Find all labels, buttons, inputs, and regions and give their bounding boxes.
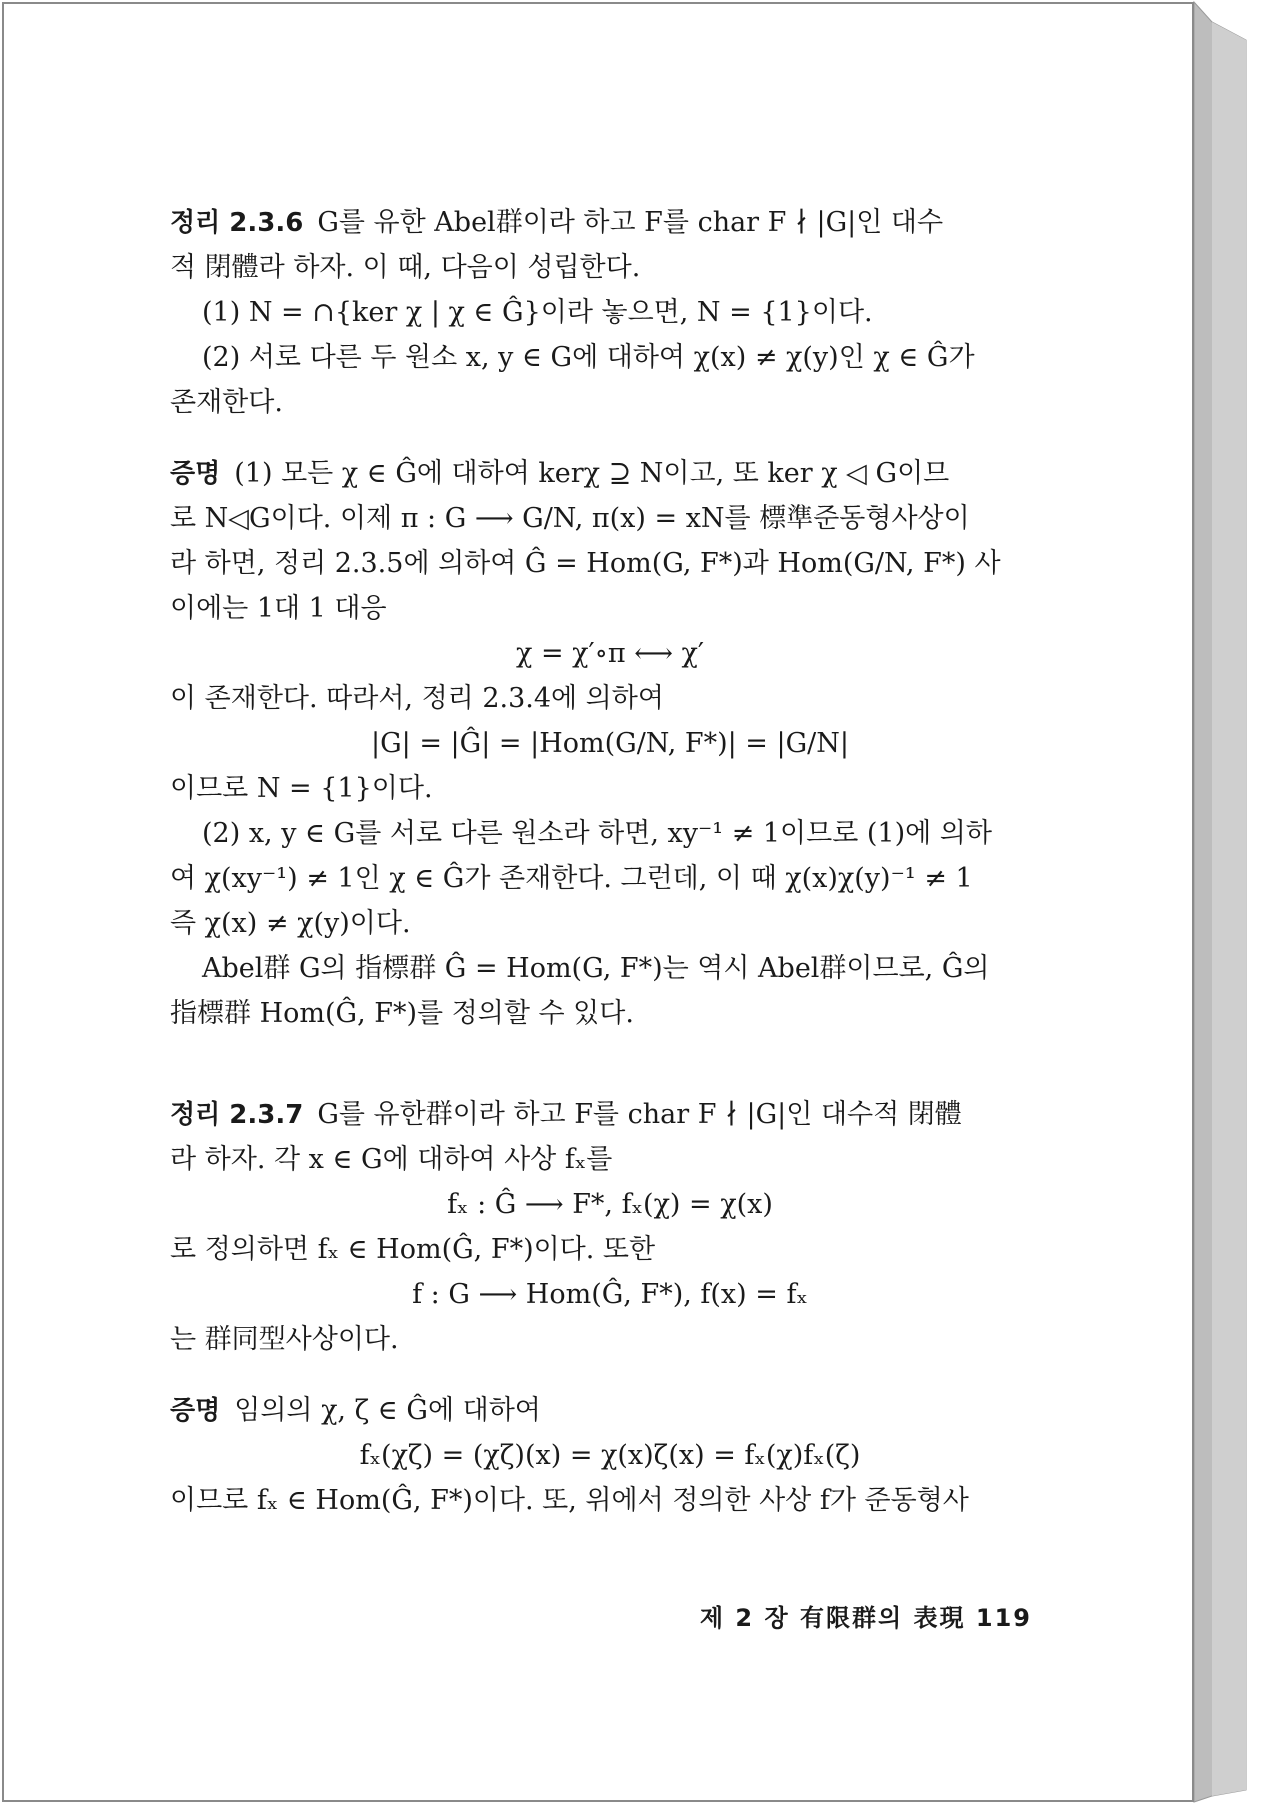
proof-text-line: 라 하면, 정리 2.3.5에 의하여 Ĝ = Hom(G, F*)과 Hom(G/N, F*) 사 [170, 548, 1001, 579]
theorem-text-line: 라 하자. 각 x ∈ G에 대하여 사상 fₓ를 [170, 1144, 613, 1175]
proof-2-3-6 [170, 451, 1050, 1036]
proof-text-line: 이므로 fₓ ∈ Hom(Ĝ, F*)이다. 또, 위에서 정의한 사상 f가 준동형사 [170, 1485, 969, 1516]
proof-text-line: 여 χ(xy⁻¹) ≠ 1인 χ ∈ Ĝ가 존재한다. 그런데, 이 때 χ(x)χ(y)⁻¹ ≠ 1 [170, 863, 973, 894]
theorem-2-3-6 [170, 200, 1050, 425]
proof-text-line: Abel群 G의 指標群 Ĝ = Hom(G, F*)는 역시 Abel群이므로, Ĝ의 [202, 953, 990, 984]
proof-text-line: 이 존재한다. 따라서, 정리 2.3.4에 의하여 [170, 683, 664, 714]
display-equation: fₓ(χζ) = (χζ)(x) = χ(x)ζ(x) = fₓ(χ)fₓ(ζ) [359, 1440, 861, 1471]
proof-text-line: 이에는 1대 1 대응 [170, 593, 387, 624]
page-content [170, 200, 1050, 1523]
theorem-text-line: G를 유한 Abel群이라 하고 F를 char F ∤ |G|인 대수 [317, 207, 944, 238]
proof-label: 증명 [170, 459, 221, 489]
proof-text-line: 즉 χ(x) ≠ χ(y)이다. [170, 908, 411, 939]
theorem-text-line: 는 群同型사상이다. [170, 1324, 399, 1355]
proof-label: 증명 [170, 1396, 221, 1426]
theorem-label: 정리 2.3.7 [170, 1100, 304, 1130]
theorem-text-line: G를 유한群이라 하고 F를 char F ∤ |G|인 대수적 閉體 [317, 1099, 962, 1130]
display-equation: fₓ : Ĝ ⟶ F*, fₓ(χ) = χ(x) [447, 1189, 773, 1220]
proof-2-3-7 [170, 1388, 1050, 1523]
theorem-text-line: 로 정의하면 fₓ ∈ Hom(Ĝ, F*)이다. 또한 [170, 1234, 656, 1265]
theorem-item-continuation: 존재한다. [170, 387, 283, 418]
theorem-item: (1) N = ∩{ker χ | χ ∈ Ĝ}이라 놓으면, N = {1}이다. [202, 297, 873, 328]
page-footer: 제 2 장 有限群의 表現 119 [699, 1604, 1032, 1632]
proof-text-line: (2) x, y ∈ G를 서로 다른 원소라 하면, xy⁻¹ ≠ 1이므로 (1)에 의하 [202, 818, 992, 849]
proof-text-line: 指標群 Hom(Ĝ, F*)를 정의할 수 있다. [170, 998, 634, 1029]
display-equation: |G| = |Ĝ| = |Hom(G/N, F*)| = |G/N| [371, 728, 849, 759]
proof-text-line: (1) 모든 χ ∈ Ĝ에 대하여 kerχ ⊇ N이고, 또 ker χ ◁ G이므 [234, 458, 950, 489]
theorem-item: (2) 서로 다른 두 원소 x, y ∈ G에 대하여 χ(x) ≠ χ(y)인 χ ∈ Ĝ가 [202, 342, 975, 373]
proof-text-line: 이므로 N = {1}이다. [170, 773, 433, 804]
theorem-label: 정리 2.3.6 [170, 208, 304, 238]
theorem-2-3-7 [170, 1092, 1050, 1362]
theorem-text-line: 적 閉體라 하자. 이 때, 다음이 성립한다. [170, 252, 641, 283]
proof-text-line: 임의의 χ, ζ ∈ Ĝ에 대하여 [234, 1395, 541, 1426]
display-equation: f : G ⟶ Hom(Ĝ, F*), f(x) = fₓ [412, 1279, 808, 1310]
proof-text-line: 로 N◁G이다. 이제 π : G ⟶ G/N, π(x) = xN를 標準준동형사상이 [170, 503, 970, 534]
display-equation: χ = χ′∘π ⟷ χ′ [516, 638, 704, 669]
